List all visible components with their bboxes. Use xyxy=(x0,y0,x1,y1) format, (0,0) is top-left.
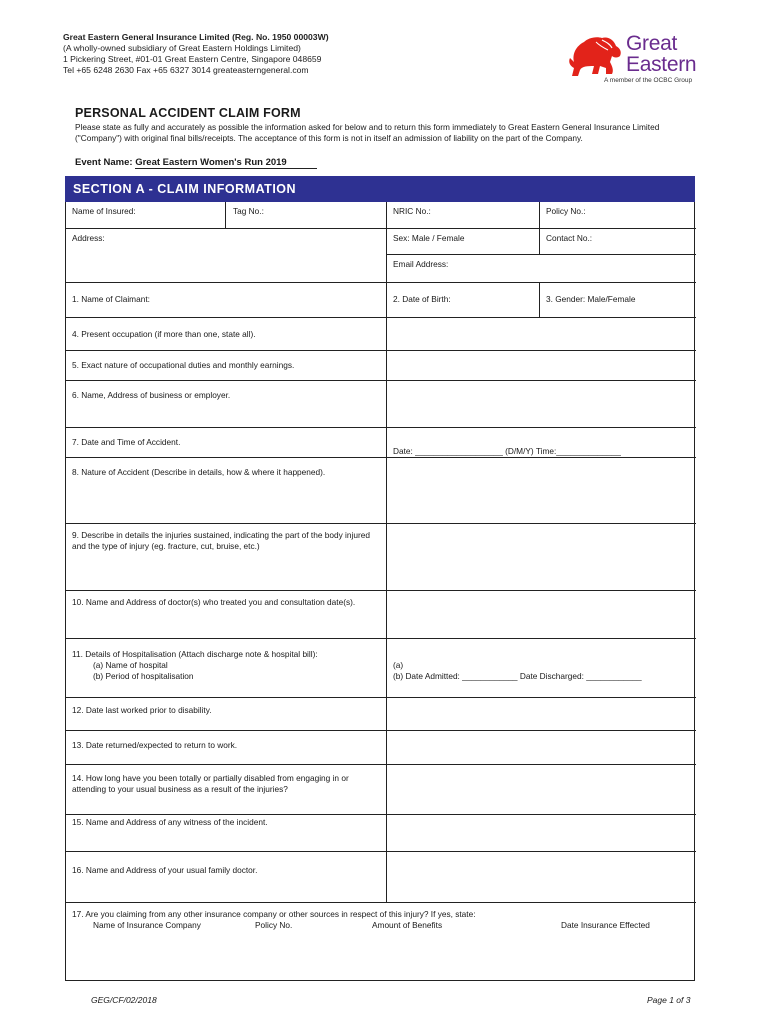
lion-icon xyxy=(566,32,624,78)
q17-col-date: Date Insurance Effected xyxy=(561,920,650,930)
claim-information-table xyxy=(65,202,695,981)
q8-nature-of-accident: 8. Nature of Accident (Describe in details, how & where it happened). xyxy=(72,467,326,477)
company-subsidiary: (A wholly-owned subsidiary of Great Eastern Holdings Limited) xyxy=(63,43,301,53)
section-a-header: SECTION A - CLAIM INFORMATION xyxy=(65,176,695,202)
company-header xyxy=(63,32,329,76)
q11-name-of-hospital: (a) Name of hospital xyxy=(93,660,168,670)
q11-answer-a: (a) xyxy=(393,660,404,670)
event-name xyxy=(75,157,317,169)
q17-col-company: Name of Insurance Company xyxy=(93,920,201,930)
q11-hospitalisation: 11. Details of Hospitalisation (Attach discharge note & hospital bill): xyxy=(72,649,318,659)
q1-name-of-claimant: 1. Name of Claimant: xyxy=(72,294,150,304)
q9-injuries-sustained: 9. Describe in details the injuries sustained, indicating the part of the body injured and the type of injury (eg. fracture, cut, bruise, etc.) xyxy=(72,530,370,551)
company-contact: Tel +65 6248 2630 Fax +65 6327 3014 greateasterngeneral.com xyxy=(63,65,309,75)
q17-col-policy: Policy No. xyxy=(255,920,293,930)
email-address-label: Email Address: xyxy=(393,259,449,269)
q6-business-employer: 6. Name, Address of business or employer. xyxy=(72,390,231,400)
q13-date-return-work: 13. Date returned/expected to return to work. xyxy=(72,740,238,750)
contact-no-label: Contact No.: xyxy=(546,233,593,243)
q11-period-of-hospitalisation: (b) Period of hospitalisation xyxy=(93,671,194,681)
logo-word-eastern: Eastern xyxy=(626,53,697,76)
sex-label: Sex: Male / Female xyxy=(393,233,465,243)
address-label: Address: xyxy=(72,233,105,243)
q10-doctor-details: 10. Name and Address of doctor(s) who treated you and consultation date(s). xyxy=(72,597,356,607)
q17-other-insurance: 17. Are you claiming from any other insurance company or other sources in respect of this injury? If yes, state: xyxy=(72,909,476,919)
q5-occupational-duties: 5. Exact nature of occupational duties and monthly earnings. xyxy=(72,360,295,370)
policy-no-label: Policy No.: xyxy=(546,206,586,216)
q4-present-occupation: 4. Present occupation (if more than one, state all). xyxy=(72,329,256,339)
logo-word-great: Great xyxy=(626,32,678,55)
great-eastern-logo xyxy=(566,30,706,88)
company-address: 1 Pickering Street, #01-01 Great Eastern Centre, Singapore 048659 xyxy=(63,54,322,64)
q17-col-amount: Amount of Benefits xyxy=(372,920,443,930)
q2-date-of-birth: 2. Date of Birth: xyxy=(393,294,451,304)
form-intro: Please state as fully and accurately as possible the information asked for below and to return this form immediately to Great Eastern General Insurance Limited ("Company") with original final bills/receipts. The acceptance of this form is not in itself an admission of liability on the part of the Company. xyxy=(75,122,660,143)
form-title: PERSONAL ACCIDENT CLAIM FORM xyxy=(75,106,301,120)
q7-date-time-accident: 7. Date and Time of Accident. xyxy=(72,437,181,447)
logo-wordmark xyxy=(626,33,696,75)
page-number: Page 1 of 3 xyxy=(647,995,691,1005)
nric-no-label: NRIC No.: xyxy=(393,206,431,216)
company-name: Great Eastern General Insurance Limited (Reg. No. 1950 00003W) xyxy=(63,32,329,42)
q7-date-time-answer: Date: ___________________ (D/M/Y) Time:______________ xyxy=(393,446,621,456)
form-code: GEG/CF/02/2018 xyxy=(91,995,157,1005)
logo-tagline: A member of the OCBC Group xyxy=(604,77,693,84)
event-value: Great Eastern Women's Run 2019 xyxy=(135,157,317,169)
name-of-insured-label: Name of Insured: xyxy=(72,206,136,216)
q14-disability-duration: 14. How long have you been totally or partially disabled from engaging in or attending to your usual business as a result of the injuries? xyxy=(72,773,349,794)
q15-witness: 15. Name and Address of any witness of the incident. xyxy=(72,817,268,827)
q16-family-doctor: 16. Name and Address of your usual family doctor. xyxy=(72,865,258,875)
q12-date-last-worked: 12. Date last worked prior to disability. xyxy=(72,705,212,715)
tag-no-label: Tag No.: xyxy=(233,206,264,216)
event-label: Event Name: xyxy=(75,157,133,168)
q11-answer-b: (b) Date Admitted: ____________ Date Discharged: ____________ xyxy=(393,671,642,681)
q3-gender: 3. Gender: Male/Female xyxy=(546,294,636,304)
